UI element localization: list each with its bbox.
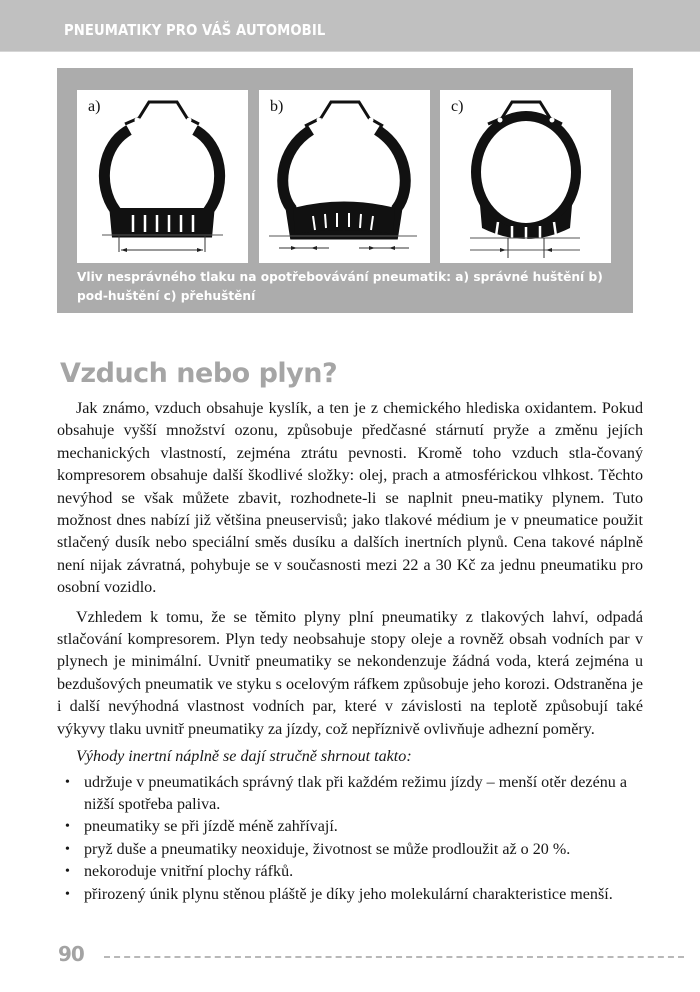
footer-dashed-rule <box>104 956 684 958</box>
bullet-icon: • <box>65 774 70 790</box>
page-number: 90 <box>58 942 84 966</box>
section-heading: Vzduch nebo plyn? <box>60 358 338 389</box>
figure-caption: Vliv nesprávného tlaku na opotřebovávání pneumatik: a) správné huštění b) pod-huštění c) přehuštění <box>77 270 603 303</box>
paragraph: Vzhledem k tomu, že se těmito plyny plní pneumatiky z tlakových lahví, odpadá stlačování kompresorem. Plyn tedy neobsahuje stopy oleje a rovněž obsah vodních par v plynech je minimální. Uvnitř pneumatiky se nekondenzuje žádná voda, která zejména u bezdušových pneumatik ve styku s ocelovým ráfkem způsobuje jeho korozi. Odstraněna je i další nevýhodná vlastnost vodních par, které v závislosti na teplotě způsobují také výkyvy tlaku uvnitř pneumatiky za jízdy, což nepříznivě ovlivňuje adhezní poměry. <box>57 608 643 738</box>
list-item: • pryž duše a pneumatiky neoxiduje, životnost se může prodloužit až o 20 %. <box>57 839 643 861</box>
list-item: • nekoroduje vnitřní plochy ráfků. <box>57 861 643 883</box>
list-item: • udržuje v pneumatikách správný tlak při každém režimu jízdy – menší otěr dezénu a nižší spotřeba paliva. <box>65 773 627 813</box>
bullet-icon: • <box>65 819 70 835</box>
panel-label-b: b) <box>270 98 284 115</box>
list-item: • pneumatiky se při jízdě méně zahřívají. <box>57 816 643 838</box>
list-intro: Výhody inertní náplně se dají stručně shrnout takto: <box>76 748 412 766</box>
paragraph: Jak známo, vzduch obsahuje kyslík, a ten je z chemického hlediska oxidantem. Pokud obsahuje vyšší množství ozonu, způsobuje předčasné stárnutí pryže a změnu jejích mechanických vlastností, zejména ztrátu pevnosti. Kromě toho vzduch stla-čovaný kompresorem obsahuje další škodlivé složky: olej, prach a atmosférickou vlhkost. Těchto nevýhod se však můžete zbavit, rozhodnete-li se naplnit pneu-matiky plynem. Tuto možnost dnes nabízí již většina pneuservisů; jako tlakové médium je v pneumatice použit stlačený dusík nebo speciální směs dusíku a dalších inertních plynů. Cena takové náplně není nijak závratná, pohybuje se v současnosti mezi 22 a 30 Kč za jednu pneumatiku pro osobní vozidlo. <box>57 400 643 597</box>
tire-underinflated-icon <box>259 90 430 263</box>
figure-panel-b <box>259 90 430 263</box>
body-text <box>57 398 643 906</box>
panel-label-a: a) <box>88 98 101 115</box>
figure-panel-a <box>77 90 248 263</box>
page-footer <box>0 940 700 970</box>
figure-panel-c <box>440 90 611 263</box>
bullet-icon: • <box>65 841 70 857</box>
bullet-icon: • <box>65 886 70 902</box>
running-title: PNEUMATIKY PRO VÁŠ AUTOMOBIL <box>64 21 326 39</box>
list-item: • přirozený únik plynu stěnou pláště je díky jeho molekulární charakteristice menší. <box>57 884 643 906</box>
panel-label-c: c) <box>451 98 464 115</box>
advantages-list <box>57 772 643 906</box>
tire-correct-inflation-icon <box>77 90 248 263</box>
figure-tire-pressure <box>57 68 633 313</box>
tire-overinflated-icon <box>440 90 611 263</box>
bullet-icon: • <box>65 864 70 880</box>
running-header <box>0 0 700 52</box>
